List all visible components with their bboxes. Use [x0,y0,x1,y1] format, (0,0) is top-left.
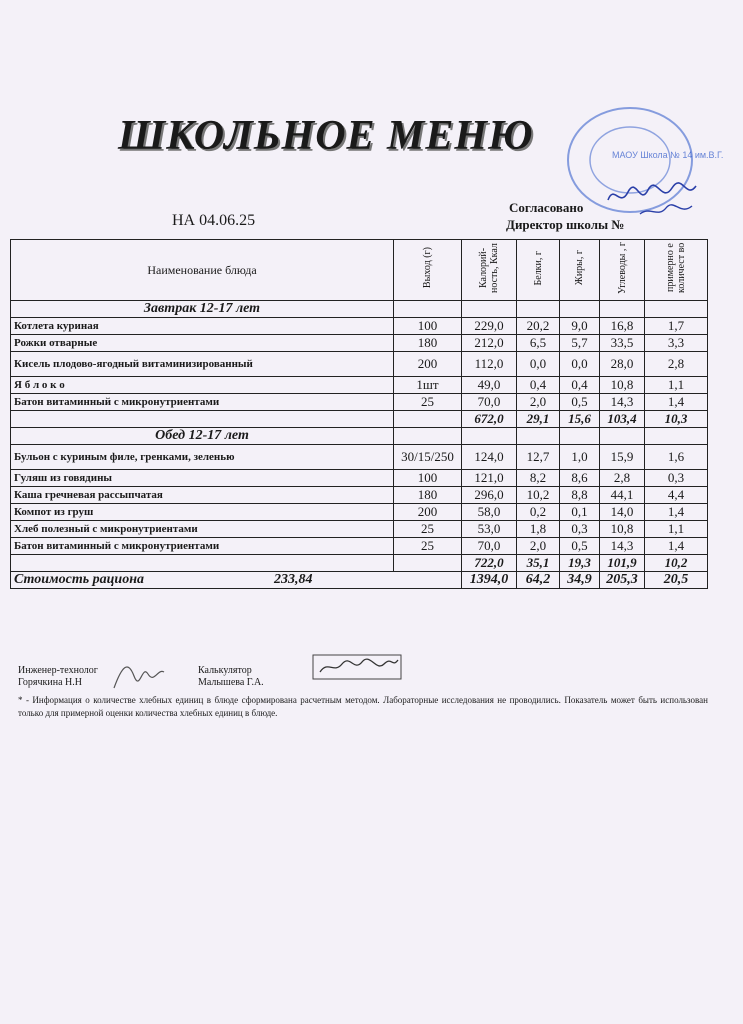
dish-bread-units: 2,8 [645,352,708,377]
dish-name: Бульон с куриным филе, гренками, зеленью [11,445,394,470]
dish-calories: 58,0 [462,504,517,521]
technologist-name: Горячкина Н.Н [18,677,82,688]
dish-carbs: 15,9 [600,445,645,470]
menu-table [10,239,708,589]
total-bread-units: 10,2 [645,555,708,572]
col-protein-header: Белки, г [532,250,544,286]
empty-cell [600,428,645,445]
dish-protein: 1,8 [517,521,560,538]
section-title: Обед 12-17 лет [11,428,394,445]
total-protein: 35,1 [517,555,560,572]
dish-protein: 0,2 [517,504,560,521]
dish-protein: 0,0 [517,352,560,377]
dish-fat: 8,6 [560,470,600,487]
dish-row [11,335,708,352]
dish-protein: 0,4 [517,377,560,394]
dish-carbs: 14,0 [600,504,645,521]
menu-date: НА 04.06.25 [172,212,256,229]
dish-calories: 124,0 [462,445,517,470]
grand-total-fat: 34,9 [560,572,600,589]
director-label: Директор школы № [506,217,625,232]
dish-bread-units: 1,6 [645,445,708,470]
empty-cell [394,301,462,318]
bread-units-footnote: * - Информация о количестве хлебных единиц в блюде сформирована расчетным методом. Лабораторные исследования не проводились. Показатель может быть использован только для примерной оценки количества хлебных единиц в блюде. [18,695,708,718]
dish-protein: 12,7 [517,445,560,470]
dish-protein: 2,0 [517,538,560,555]
dish-fat: 0,5 [560,394,600,411]
dish-calories: 296,0 [462,487,517,504]
total-protein: 29,1 [517,411,560,428]
dish-bread-units: 1,4 [645,538,708,555]
empty-cell [394,555,462,572]
dish-name: Котлета куриная [11,318,394,335]
director-signature [600,178,700,218]
calculator-name: Малышева Г.А. [198,677,264,688]
dish-row [11,318,708,335]
dish-yield: 180 [394,335,462,352]
dish-row [11,521,708,538]
dish-name: Батон витаминный с микронутриентами [11,538,394,555]
dish-protein: 6,5 [517,335,560,352]
cost-cell [11,572,462,589]
dish-yield: 180 [394,487,462,504]
dish-yield: 25 [394,521,462,538]
empty-cell [517,301,560,318]
dish-calories: 229,0 [462,318,517,335]
cost-row [11,572,708,589]
empty-cell [462,428,517,445]
technologist-signature [108,654,168,694]
empty-cell [394,411,462,428]
dish-calories: 112,0 [462,352,517,377]
total-carbs: 101,9 [600,555,645,572]
dish-carbs: 28,0 [600,352,645,377]
dish-fat: 0,4 [560,377,600,394]
dish-carbs: 2,8 [600,470,645,487]
dish-carbs: 10,8 [600,377,645,394]
dish-bread-units: 3,3 [645,335,708,352]
col-calories-header: Калорий-ность, Ккал [478,243,500,293]
col-fat-header: Жиры, г [574,250,585,286]
dish-name: Хлеб полезный с микронутриентами [11,521,394,538]
dish-row [11,470,708,487]
cost-label: Стоимость рациона [14,572,144,587]
dish-yield: 200 [394,352,462,377]
technologist-role: Инженер-технолог [18,665,98,676]
dish-protein: 8,2 [517,470,560,487]
dish-row [11,352,708,377]
section-title: Завтрак 12-17 лет [11,301,394,318]
dish-calories: 70,0 [462,394,517,411]
empty-cell [600,301,645,318]
dish-fat: 0,5 [560,538,600,555]
total-row [11,411,708,428]
dish-fat: 0,0 [560,352,600,377]
col-bread-units-header: примерно е количест во [665,242,687,294]
dish-fat: 8,8 [560,487,600,504]
dish-yield: 100 [394,318,462,335]
dish-calories: 49,0 [462,377,517,394]
dish-protein: 10,2 [517,487,560,504]
dish-name: Кисель плодово-ягодный витаминизированный [11,352,394,377]
dish-row [11,445,708,470]
dish-bread-units: 1,4 [645,394,708,411]
dish-carbs: 14,3 [600,394,645,411]
empty-cell [560,301,600,318]
dish-row [11,504,708,521]
calculator-signature [312,654,402,680]
dish-calories: 53,0 [462,521,517,538]
dish-bread-units: 4,4 [645,487,708,504]
dish-yield: 25 [394,538,462,555]
dish-yield: 1шт [394,377,462,394]
table-body [11,301,708,589]
dish-name: Каша гречневая рассыпчатая [11,487,394,504]
table-header-row [11,240,708,301]
col-name-header: Наименование блюда [11,240,394,301]
empty-cell [517,428,560,445]
dish-bread-units: 1,7 [645,318,708,335]
total-calories: 722,0 [462,555,517,572]
dish-bread-units: 0,3 [645,470,708,487]
grand-total-carbs: 205,3 [600,572,645,589]
total-bread-units: 10,3 [645,411,708,428]
dish-fat: 9,0 [560,318,600,335]
dish-bread-units: 1,1 [645,521,708,538]
total-row [11,555,708,572]
calculator-block [198,665,264,689]
dish-name: Я б л о к о [11,377,394,394]
approval-label: Согласовано [509,200,584,215]
dish-fat: 0,1 [560,504,600,521]
dish-yield: 200 [394,504,462,521]
dish-bread-units: 1,1 [645,377,708,394]
dish-fat: 0,3 [560,521,600,538]
dish-protein: 2,0 [517,394,560,411]
empty-cell [645,301,708,318]
dish-calories: 121,0 [462,470,517,487]
dish-yield: 25 [394,394,462,411]
total-carbs: 103,4 [600,411,645,428]
empty-cell [11,411,394,428]
dish-name: Батон витаминный с микронутриентами [11,394,394,411]
dish-row [11,487,708,504]
dish-calories: 70,0 [462,538,517,555]
col-carbs-header: Углеводы , г [616,242,628,294]
dish-name: Гуляш из говядины [11,470,394,487]
col-yield-header: Выход (г) [422,247,433,289]
total-fat: 15,6 [560,411,600,428]
dish-carbs: 44,1 [600,487,645,504]
empty-cell [11,555,394,572]
section-row [11,428,708,445]
dish-yield: 30/15/250 [394,445,462,470]
dish-row [11,394,708,411]
grand-total-protein: 64,2 [517,572,560,589]
dish-name: Компот из груш [11,504,394,521]
dish-row [11,377,708,394]
grand-total-bread-units: 20,5 [645,572,708,589]
dish-protein: 20,2 [517,318,560,335]
grand-total-calories: 1394,0 [462,572,517,589]
dish-carbs: 10,8 [600,521,645,538]
empty-cell [645,428,708,445]
page-title: ШКОЛЬНОЕ МЕНЮ [118,113,534,159]
dish-fat: 5,7 [560,335,600,352]
total-fat: 19,3 [560,555,600,572]
empty-cell [560,428,600,445]
dish-carbs: 33,5 [600,335,645,352]
empty-cell [394,428,462,445]
dish-carbs: 16,8 [600,318,645,335]
dish-calories: 212,0 [462,335,517,352]
dish-bread-units: 1,4 [645,504,708,521]
dish-name: Рожки отварные [11,335,394,352]
empty-cell [462,301,517,318]
stamp-text: МАОУ Школа № 14 им.В.Г. [612,150,724,160]
dish-fat: 1,0 [560,445,600,470]
dish-carbs: 14,3 [600,538,645,555]
dish-yield: 100 [394,470,462,487]
cost-value: 233,84 [273,572,313,587]
dish-row [11,538,708,555]
technologist-block [18,665,98,689]
total-calories: 672,0 [462,411,517,428]
section-row [11,301,708,318]
calculator-role: Калькулятор [198,665,252,676]
